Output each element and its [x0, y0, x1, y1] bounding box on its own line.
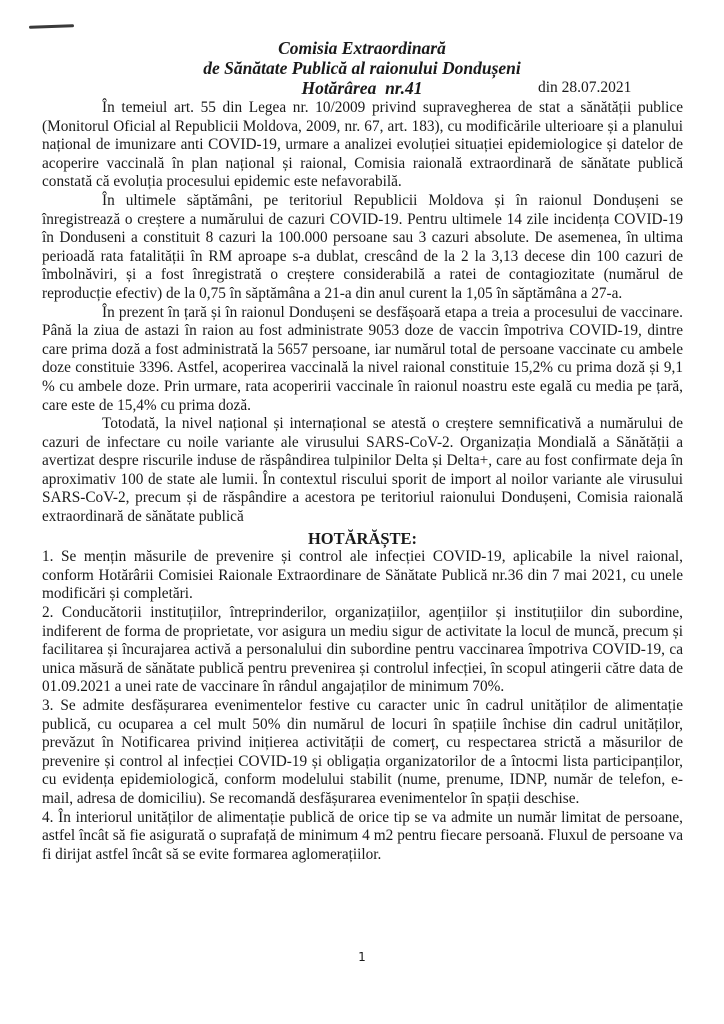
- decision-title: Hotărârea nr.41: [301, 78, 423, 98]
- header-district: de Sănătate Publică al raionului Dondușeni: [203, 58, 521, 78]
- preamble-paragraph: Totodată, la nivel național și internațional se atestă o creștere semnificativă a numărului de cazuri de infectare cu noile variante ale virusului SARS-CoV-2. Organizația Mondială a Sănătății a avertizat despre riscurile induse de răspândirea tulpinilor Delta și Delta+, care au fost confirmate deja în aproximativ 100 de state ale lumii. În contextul riscului sporit de import al noilor variante ale virusului SARS-CoV-2, precum și de răspândire a acestora pe teritoriul raionului Dondușeni, Comisia raională extraordinară de sănătate publică: [42, 415, 683, 526]
- preamble-paragraph: În ultimele săptămâni, pe teritoriul Republicii Moldova și în raionul Dondușeni se înregistrează o creștere a numărului de cazuri COVID-19. Pentru ultimele 14 zile incidența COVID-19 în Donduseni a constituit 8 cazuri la 100.000 persoane sau 3 cazuri absolute. De asemenea, în ultima perioadă rata fatalității în RM aproape s-a dublat, crescând de la 2 la 3,13 decese din 100 cazuri de îmbolnăviri, și a fost înregistrată o creștere considerabilă a ratei de contagiozitate (numărul de reproducție efectiv) de la 0,75 în săptămâna a 21-a din anul curent la 1,05 în săptămâna a 27-a.: [42, 191, 683, 302]
- document-body: [42, 99, 683, 864]
- decision-item: 2. Conducătorii instituțiilor, întreprinderilor, organizațiilor, agențiilor și instituțiilor din subordine, indiferent de forma de proprietate, vor asigura un mediu sigur de activitate la locul de muncă, precum și facilitarea și încurajarea activă a personalului din subordine pentru vaccinarea împotriva COVID-19, ca unica măsură de sănătate publică pentru prevenirea și controlul infecției, în scopul atingerii către data de 01.09.2021 a unei rate de vaccinare în rândul angajaților de minimum 70%.: [42, 604, 683, 696]
- decision-date: din 28.07.2021: [538, 79, 632, 96]
- decision-item: 1. Se mențin măsurile de prevenire și control ale infecției COVID-19, aplicabile la nivel raional, conform Hotărârii Comisiei Raionale Extraordinare de Sănătate Publică nr.36 din 7 mai 2021, cu unele modificări și completări.: [42, 548, 683, 603]
- decision-item: 4. În interiorul unităților de alimentație publică de orice tip se va admite un număr limitat de persoane, astfel încât să fie asigurată o suprafață de minimum 4 m2 pentru fiecare persoană. Fluxul de persoane va fi dirijat astfel încât să se evite formarea aglomerațiilor.: [42, 808, 683, 863]
- page-number: 1: [358, 950, 366, 964]
- preamble-paragraph: În prezent în țară și în raionul Dondușeni se desfășoară etapa a treia a procesului de vaccinare. Până la ziua de astazi în raion au fost administrate 9053 doze de vaccin împotriva COVID-19, dintre care prima doză a fost administrată la 5657 persoane, iar numărul total de persoane vaccinate cu ambele doze constituie 3396. Astfel, acoperirea vaccinală la nivel raional constituie 15,2% cu prima doză și 9,1 % cu ambele doze. Prin urmare, rata acoperirii vaccinale în raionul noastru este egală cu media pe țară, care este de 15,4% cu prima doză.: [42, 303, 683, 414]
- document-header: [0, 38, 724, 98]
- preamble-paragraph: În temeiul art. 55 din Legea nr. 10/2009 privind supravegherea de stat a sănătății publice (Monitorul Oficial al Republicii Moldova, 2009, nr. 67, art. 183), cu modificările ulterioare și a planului național de imunizare anti COVID-19, urmare a analizei evoluției situației epidemiologice și datelor de acoperire vaccinală în plan național și raional, Comisia raională extraordinară de sănătate publică constată că evoluția procesului epidemic este nefavorabilă.: [42, 99, 683, 191]
- title-row: [0, 78, 724, 98]
- decision-item: 3. Se admite desfășurarea evenimentelor festive cu caracter unic în cadrul unităților de alimentație publică, cu ocuparea a cel mult 50% din numărul de locuri în spațiile închise din cadrul unităților, prevăzut în Notificarea privind inițierea activității de comerț, cu respectarea strictă a măsurilor de prevenire și control al infecției COVID-19 și obligația organizatorilor de a întocmi lista participanților, cu evidența epidemiologică, conform modelului stabilit (nume, prenume, IDNP, număr de telefon, e-mail, adresa de domiciliu). Se recomandă desfășurarea evenimentelor în spații deschise.: [42, 697, 683, 807]
- decision-heading: HOTĂRĂȘTE:: [307, 528, 418, 548]
- header-commission: Comisia Extraordinară: [278, 38, 446, 58]
- scan-mark: [29, 24, 74, 29]
